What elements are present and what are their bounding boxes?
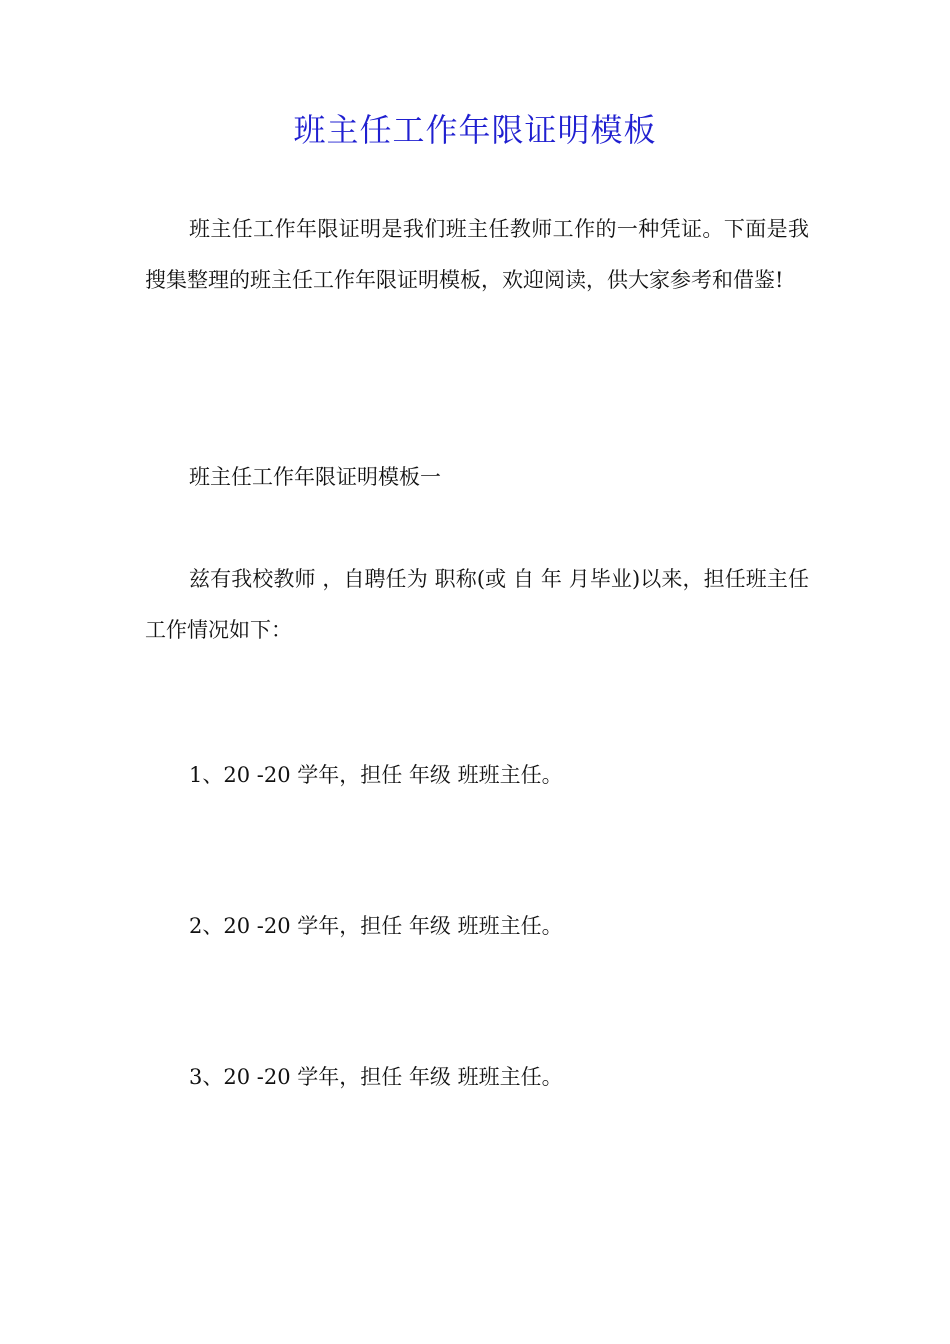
list-item: 1、20 -20 学年，担任 年级 班班主任。 [189, 763, 563, 787]
list-item: 2、20 -20 学年，担任 年级 班班主任。 [189, 914, 563, 938]
list-item: 3、20 -20 学年，担任 年级 班班主任。 [189, 1065, 563, 1089]
section-heading: 班主任工作年限证明模板一 [189, 465, 441, 489]
intro-paragraph: 班主任工作年限证明是我们班主任教师工作的一种凭证。下面是我搜集整理的班主任工作年限证明模板，欢迎阅读，供大家参考和借鉴! [145, 217, 809, 292]
body-paragraph: 兹有我校教师 ，自聘任为 职称(或 自 年 月毕业)以来，担任班主任工作情况如下： [145, 567, 809, 642]
document-title: 班主任工作年限证明模板 [293, 111, 657, 149]
